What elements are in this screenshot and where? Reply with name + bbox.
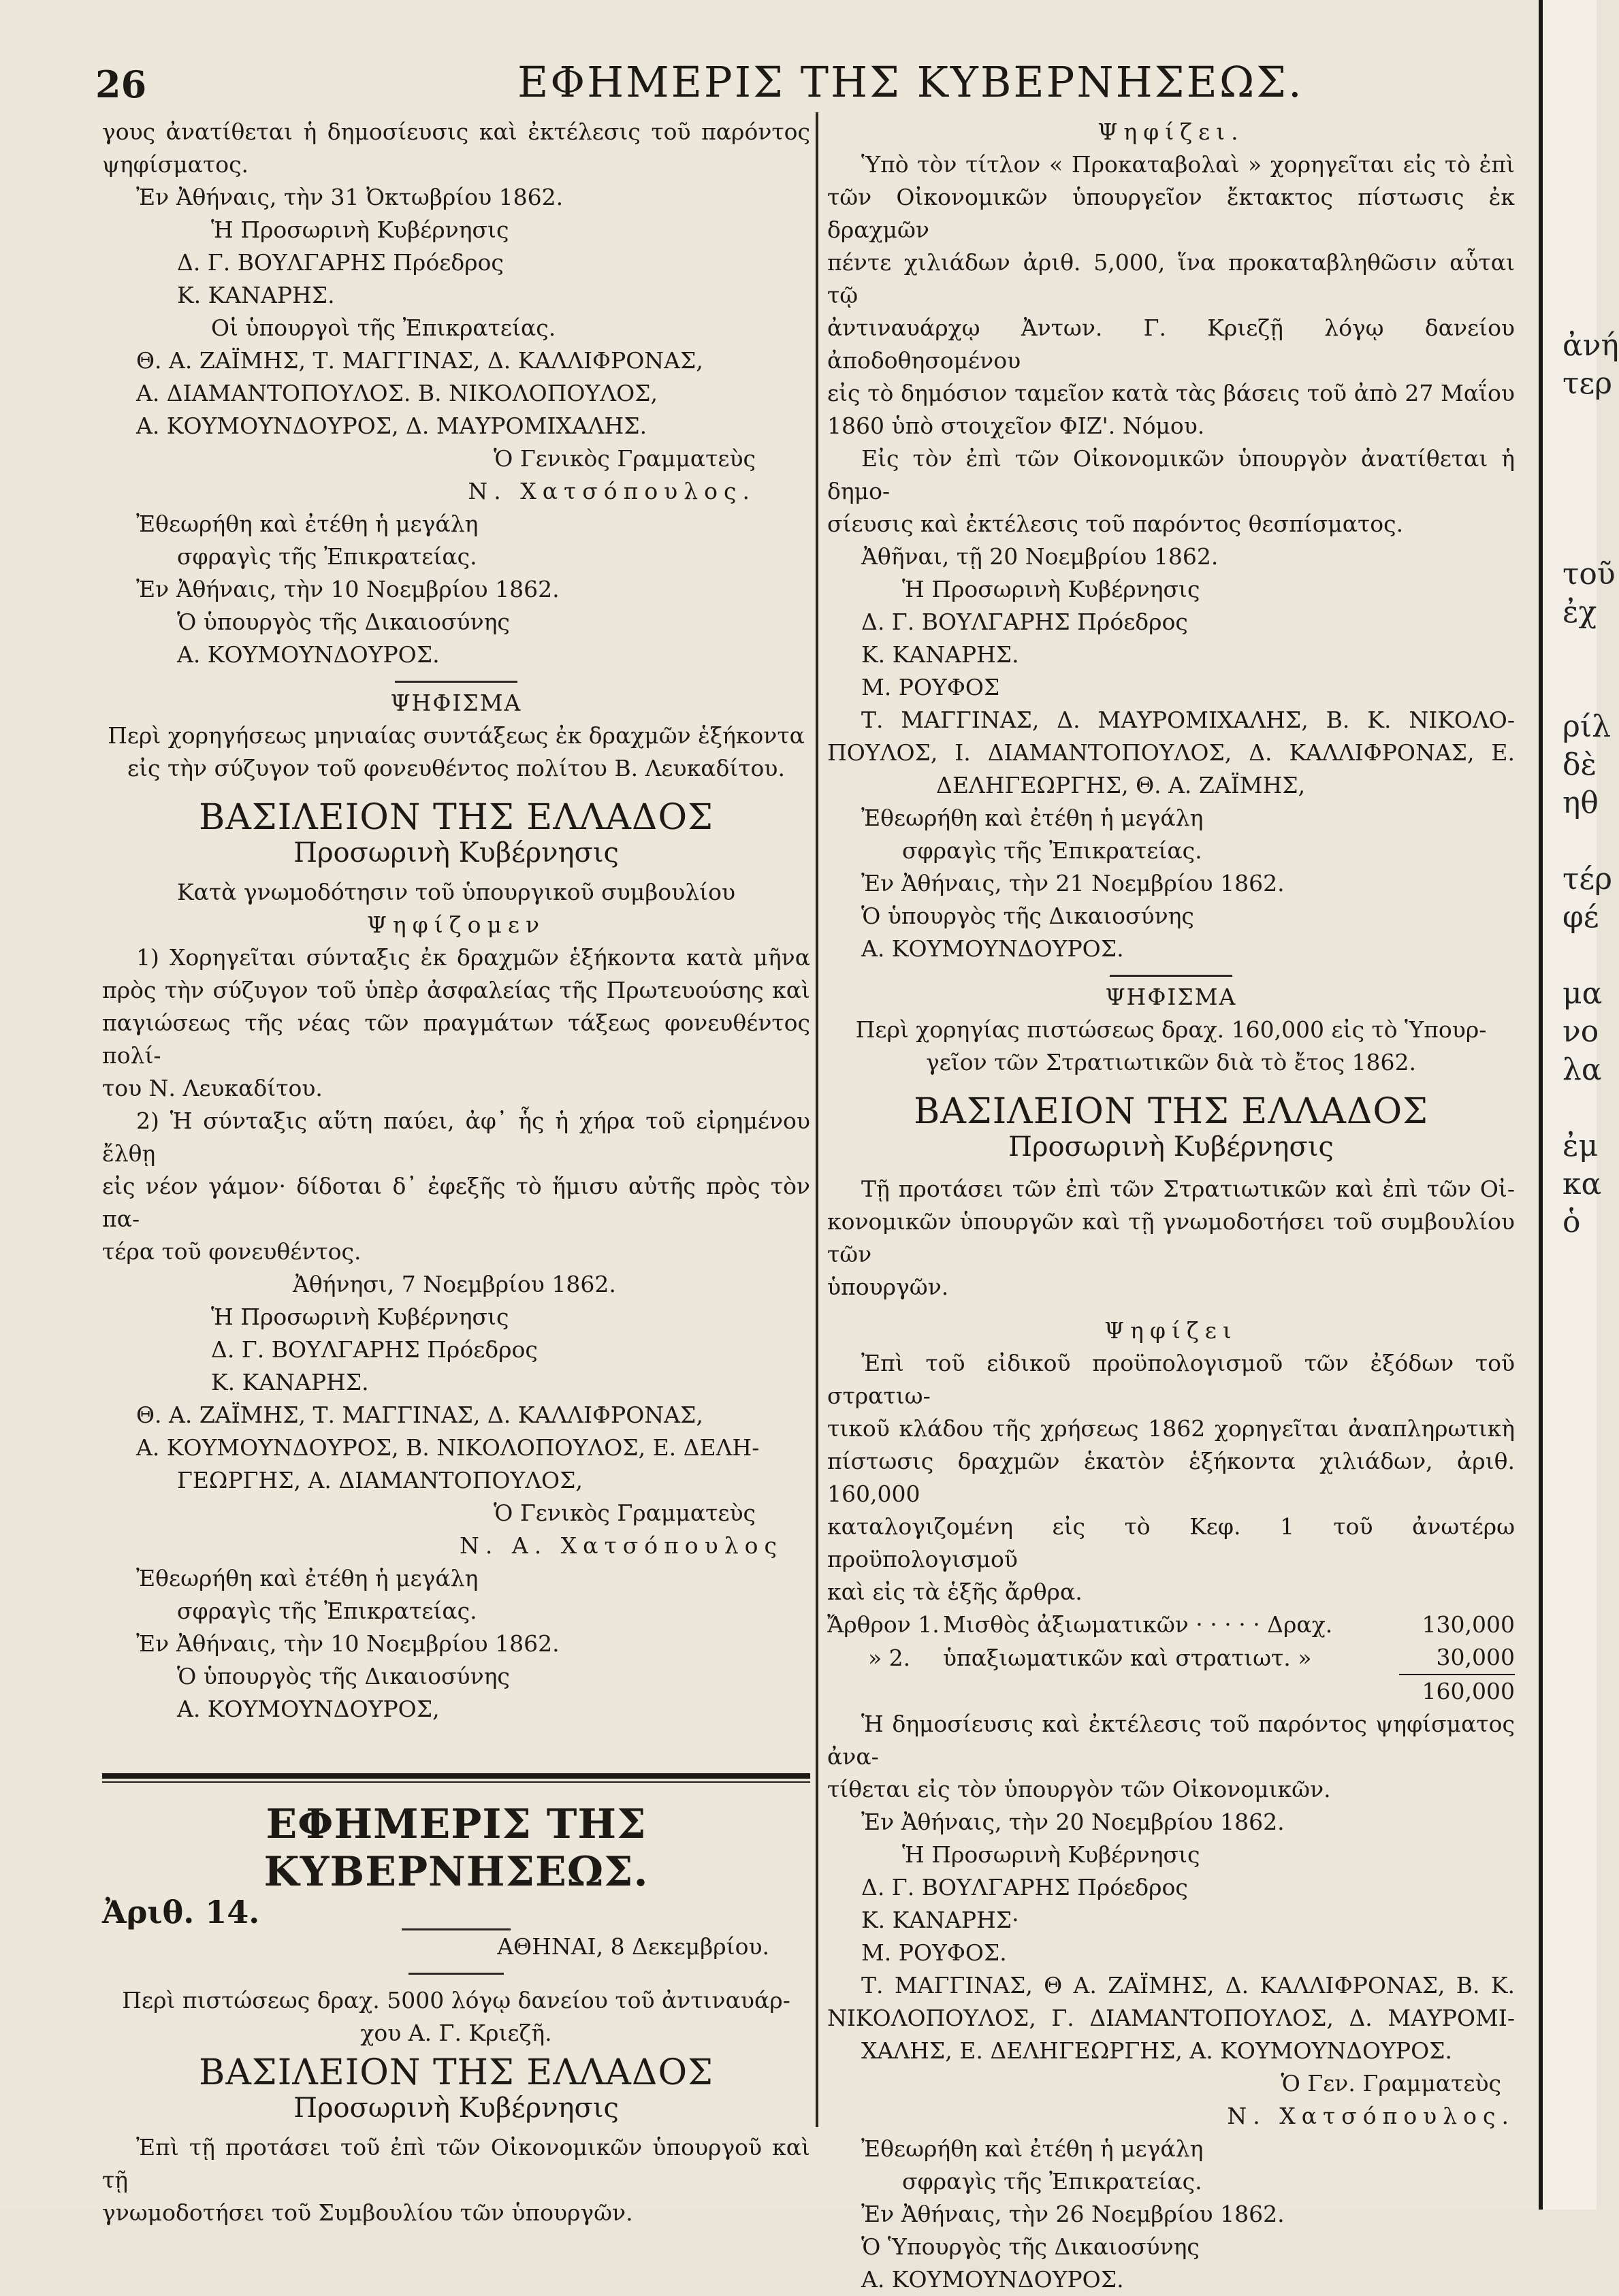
section-rule: [395, 681, 517, 683]
signatory: Μ. ΡΟΥΦΟΣ.: [861, 1939, 1007, 1966]
budget-total: 160,000: [1399, 1675, 1515, 1708]
section-summary: Περὶ χορηγίας πιστώσεως δραχ. 160,000 εἰς τὸ Ὑπουρ-: [855, 1016, 1487, 1043]
signatory: Δ. Γ. ΒΟΥΛΓΑΡΗΣ Πρόεδρος: [861, 1874, 1188, 1901]
body-line: 1860 ὑπὸ στοιχεῖον ΦΙΖ'. Νόμου.: [827, 413, 1205, 439]
page-header: [95, 41, 1498, 109]
edge-fragment: φέ: [1562, 900, 1599, 935]
article-line: παγιώσεως τῆς νέας τῶν πραγμάτων τάξεως φονευθέντος πολί-: [102, 1009, 810, 1069]
signatory: Α. ΚΟΥΜΟΥΝΔΟΥΡΟΣ.: [861, 935, 1124, 962]
edge-fragment: τερ: [1562, 366, 1613, 401]
article-line: εἰς νέον γάμον· δίδοται δ᾽ ἐφεξῆς τὸ ἥμισυ αὐτῆς πρὸς τὸν πα-: [102, 1173, 810, 1232]
signatory: Α. ΚΟΥΜΟΥΝΔΟΥΡΟΣ.: [177, 641, 440, 668]
table-row: [827, 1641, 1515, 1675]
body-line: τίθεται εἰς τὸν ὑπουργὸν τῶν Οἰκονομικῶν.: [827, 1776, 1331, 1802]
signatory: Δ. Γ. ΒΟΥΛΓΑΡΗΣ Πρόεδρος: [177, 249, 504, 276]
signatory: ΔΕΛΗΓΕΩΡΓΗΣ, Θ. Α. ΖΑΪΜΗΣ,: [936, 772, 1306, 798]
article-line: 2) Ἡ σύνταξις αὕτη παύει, ἀφ᾽ ἧς ἡ χήρα τοῦ εἰρημένου ἔλθῃ: [102, 1107, 810, 1167]
section-summary: Περὶ χορηγήσεως μηνιαίας συντάξεως ἐκ δραχμῶν ἑξήκοντα: [108, 722, 805, 749]
body-line: ἀντιναυάρχῳ Ἀντων. Γ. Κριεζῇ λόγῳ δανείου ἀποδοθησομένου: [827, 314, 1515, 374]
date-line: Ἐν Ἀθήναις, τὴν 10 Νοεμβρίου 1862.: [136, 1630, 560, 1657]
right-column: [827, 116, 1515, 2296]
general-secretary-label: Ὁ Γεν. Γραμματεὺς: [1281, 2070, 1501, 2097]
body-line: Ὑπὸ τὸν τίτλον « Προκαταβολαὶ » χορηγεῖται εἰς τὸ ἐπὶ: [861, 151, 1515, 178]
date-line: Ἐν Ἀθήναις, τὴν 20 Νοεμβρίου 1862.: [861, 1809, 1285, 1835]
body-line: πέντε χιλιάδων ἀριθ. 5,000, ἵνα προκαταβληθῶσιν αὗται τῷ: [827, 249, 1515, 308]
date-line: Ἀθῆναι, τῇ 20 Νοεμβρίου 1862.: [861, 543, 1219, 570]
general-secretary-name: Ν. Χατσόπουλος.: [468, 478, 756, 504]
edge-fragment: μα: [1562, 976, 1603, 1011]
issue-line: [102, 1896, 810, 1928]
signatory: Κ. ΚΑΝΑΡΗΣ·: [861, 1907, 1019, 1933]
government-line: Ἡ Προσωρινὴ Κυβέρνησις: [211, 1304, 509, 1330]
article-amount: 130,000: [1422, 1611, 1515, 1638]
body-line: Ἡ δημοσίευσις καὶ ἐκτέλεσις τοῦ παρόντος ψηφίσματος ἀνα-: [827, 1711, 1515, 1770]
body-line: Ἐπὶ τοῦ εἰδικοῦ προϋπολογισμοῦ τῶν ἐξόδων τοῦ στρατιω-: [827, 1350, 1515, 1409]
general-secretary-label: Ὁ Γενικὸς Γραμματεὺς: [494, 1500, 756, 1526]
body-line: Εἰς τὸν ἐπὶ τῶν Οἰκονομικῶν ὑπουργὸν ἀνατίθεται ἡ δημο-: [827, 445, 1515, 504]
seal-line: σφραγὶς τῆς Ἐπικρατείας.: [902, 837, 1202, 864]
article-line: πρὸς τὴν σύζυγον τοῦ ὑπὲρ ἀσφαλείας τῆς Πρωτευούσης καὶ: [102, 977, 810, 1003]
minister-label: Ὁ Ὑπουργὸς τῆς Δικαιοσύνης: [861, 2233, 1200, 2260]
government-line: Ἡ Προσωρινὴ Κυβέρνησις: [211, 216, 509, 243]
general-secretary-name: Ν. Χατσόπουλος.: [1227, 2103, 1515, 2129]
vote-heading: Ψηφίζει.: [1097, 118, 1245, 145]
adjacent-page-fragments: [1562, 327, 1619, 1242]
proposal-line: ὑπουργῶν.: [827, 1274, 949, 1300]
government-line: Ἡ Προσωρινὴ Κυβέρνησις: [902, 1841, 1200, 1868]
body-line: σίευσις καὶ ἐκτέλεσις τοῦ παρόντος θεσπίσματος.: [827, 511, 1404, 537]
edge-fragment: ρίλ: [1562, 709, 1612, 744]
body-line: τικοῦ κλάδου τῆς χρήσεως 1862 χορηγεῖται ἀναπληρωτικὴ: [827, 1415, 1515, 1442]
edge-fragment: ὁ: [1562, 1205, 1581, 1240]
government-heading: Προσωρινὴ Κυβέρνησις: [1008, 1131, 1334, 1163]
general-secretary-label: Ὁ Γενικὸς Γραμματεὺς: [494, 445, 756, 472]
signatory: Τ. ΜΑΓΓΙΝΑΣ, Δ. ΜΑΥΡΟΜΙΧΑΛΗΣ, Β. Κ. ΝΙΚΟΛΟ-: [861, 707, 1515, 733]
date-line: Ἐν Ἀθήναις, τὴν 10 Νοεμβρίου 1862.: [136, 576, 560, 602]
edge-fragment: νο: [1562, 1014, 1599, 1049]
budget-table: [827, 1608, 1515, 1708]
seal-line: Ἐθεωρήθη καὶ ἐτέθη ἡ μεγάλη: [861, 805, 1204, 831]
minister-label: Ὁ ὑπουργὸς τῆς Δικαιοσύνης: [177, 609, 510, 635]
left-column: [102, 116, 810, 2229]
edge-fragment: ἐχ: [1562, 595, 1597, 630]
edge-fragment: [1562, 632, 1597, 670]
section-rule: [1110, 975, 1232, 977]
signatory: Κ. ΚΑΝΑΡΗΣ.: [211, 1369, 369, 1395]
edge-fragment: [1562, 670, 1597, 708]
government-heading: Προσωρινὴ Κυβέρνησις: [293, 837, 619, 869]
section-title: ΨΗΦΙΣΜΑ: [390, 690, 522, 716]
section-summary: εἰς τὴν σύζυγον τοῦ φονευθέντος πολίτου Β. Λευκαδίτου.: [127, 755, 785, 781]
seal-line: Ἐθεωρήθη καὶ ἐτέθη ἡ μεγάλη: [861, 2135, 1204, 2162]
signatory: Α. ΚΟΥΜΟΥΝΔΟΥΡΟΣ, Β. ΝΙΚΟΛΟΠΟΥΛΟΣ, Ε. ΔΕΛΗ-: [136, 1434, 760, 1461]
signatory: Α. ΚΟΥΜΟΥΝΔΟΥΡΟΣ.: [861, 2266, 1124, 2293]
proposal-line: γνωμοδοτήσει τοῦ Συμβουλίου τῶν ὑπουργῶν.: [102, 2199, 633, 2226]
signatory: Δ. Γ. ΒΟΥΛΓΑΡΗΣ Πρόεδρος: [211, 1336, 538, 1363]
edge-fragment: [1562, 937, 1597, 975]
article-desc: ὑπαξιωματικῶν καὶ στρατιωτ. »: [943, 1645, 1312, 1671]
article-line: τέρα τοῦ φονευθέντος.: [102, 1238, 362, 1265]
kingdom-heading: ΒΑΣΙΛΕΙΟΝ ΤΗΣ ΕΛΛΑΔΟΣ: [199, 797, 714, 838]
section-summary: Περὶ πιστώσεως δραχ. 5000 λόγῳ δανείου τοῦ ἀντιναυάρ-: [122, 1987, 790, 2014]
text-line: γους ἀνατίθεται ἡ δημοσίευσις καὶ ἐκτέλεσις τοῦ παρόντος: [102, 118, 810, 145]
signatory: Κ. ΚΑΝΑΡΗΣ.: [861, 641, 1019, 668]
article-desc: Μισθὸς ἀξιωματικῶν · · · · · Δραχ.: [943, 1611, 1333, 1638]
table-row: [827, 1675, 1515, 1708]
edge-fragment: ἐμ: [1562, 1129, 1599, 1163]
proposal-line: Ἐπὶ τῇ προτάσει τοῦ ἐπὶ τῶν Οἰκονομικῶν ὑπουργοῦ καὶ τῇ: [102, 2134, 810, 2193]
date-line: Ἐν Ἀθήναις, τὴν 26 Νοεμβρίου 1862.: [861, 2201, 1285, 2227]
advice-line: Κατὰ γνωμοδότησιν τοῦ ὑπουργικοῦ συμβουλίου: [176, 879, 736, 905]
article-amount: 30,000: [1436, 1644, 1515, 1670]
issue-separator: [102, 1773, 810, 1779]
edge-fragment: [1562, 822, 1597, 860]
edge-fragment: τέρ: [1562, 862, 1613, 896]
signatory: ΠΟΥΛΟΣ, Ι. ΔΙΑΜΑΝΤΟΠΟΥΛΟΣ, Δ. ΚΑΛΛΙΦΡΟΝΑΣ, Ε.: [827, 739, 1515, 766]
body-line: καταλογιζομένη εἰς τὸ Κεφ. 1 τοῦ ἀνωτέρω προϋπολογισμοῦ: [827, 1513, 1515, 1572]
edge-fragment: ηθ: [1562, 786, 1599, 820]
edge-fragment: [1562, 517, 1597, 555]
minister-label: Ὁ ὑπουργὸς τῆς Δικαιοσύνης: [861, 903, 1194, 929]
signatory: Δ. Γ. ΒΟΥΛΓΑΡΗΣ Πρόεδρος: [861, 609, 1188, 635]
proposal-line: Τῇ προτάσει τῶν ἐπὶ τῶν Στρατιωτικῶν καὶ ἐπὶ τῶν Οἰ-: [861, 1176, 1515, 1202]
signatory: Μ. ΡΟΥΦΟΣ: [861, 674, 1000, 700]
seal-line: Ἐθεωρήθη καὶ ἐτέθη ἡ μεγάλη: [136, 511, 479, 537]
vote-heading: Ψηφίζει: [1104, 1317, 1238, 1344]
minister-label: Ὁ ὑπουργὸς τῆς Δικαιοσύνης: [177, 1663, 510, 1689]
edge-fragment: ἀνή: [1562, 328, 1619, 363]
edge-fragment: τοῦ: [1562, 557, 1616, 592]
section-summary: χου Α. Γ. Κριεζῆ.: [360, 2020, 552, 2046]
ministers-label: Οἱ ὑπουργοὶ τῆς Ἐπικρατείας.: [211, 314, 556, 341]
page-number: 26: [95, 63, 147, 106]
government-heading: Προσωρινὴ Κυβέρνησις: [293, 2092, 619, 2124]
masthead: ΕΦΗΜΕΡΙΣ ΤΗΣ ΚΥΒΕΡΝΗΣΕΩΣ.: [517, 57, 1304, 107]
article-label: » 2.: [868, 1645, 911, 1671]
date-line: Ἀθήνησι, 7 Νοεμβρίου 1862.: [293, 1271, 616, 1297]
vote-heading: Ψηφίζομεν: [366, 911, 546, 938]
article-label: Ἄρθρον 1.: [827, 1611, 940, 1638]
column-divider: [816, 112, 818, 2127]
government-line: Ἡ Προσωρινὴ Κυβέρνησις: [902, 576, 1200, 602]
issue-separator-thin: [102, 1781, 810, 1783]
signatory: ΓΕΩΡΓΗΣ, Α. ΔΙΑΜΑΝΤΟΠΟΥΛΟΣ,: [177, 1467, 583, 1493]
edge-fragment: δὲ: [1562, 747, 1597, 782]
proposal-line: κονομικῶν ὑπουργῶν καὶ τῇ γνωμοδοτήσει τοῦ συμβουλίου τῶν: [827, 1208, 1515, 1267]
body-line: καὶ εἰς τὰ ἑξῆς ἄρθρα.: [827, 1579, 1083, 1605]
signatory: Θ. Α. ΖΑΪΜΗΣ, Τ. ΜΑΓΓΙΝΑΣ, Δ. ΚΑΛΛΙΦΡΟΝΑΣ,: [136, 347, 703, 374]
body-line: πίστωσις δραχμῶν ἑκατὸν ἑξήκοντα χιλιάδων, ἀριθ. 160,000: [827, 1448, 1515, 1507]
signatory: ΝΙΚΟΛΟΠΟΥΛΟΣ, Γ. ΔΙΑΜΑΝΤΟΠΟΥΛΟΣ, Δ. ΜΑΥΡΟΜΙ-: [827, 2005, 1515, 2031]
kingdom-heading: ΒΑΣΙΛΕΙΟΝ ΤΗΣ ΕΛΛΑΔΟΣ: [914, 1091, 1428, 1132]
seal-line: σφραγὶς τῆς Ἐπικρατείας.: [177, 543, 477, 570]
signatory: Α. ΚΟΥΜΟΥΝΔΟΥΡΟΣ,: [177, 1696, 440, 1722]
seal-line: Ἐθεωρήθη καὶ ἐτέθη ἡ μεγάλη: [136, 1565, 479, 1591]
seal-line: σφραγὶς τῆς Ἐπικρατείας.: [177, 1598, 477, 1624]
kingdom-heading: ΒΑΣΙΛΕΙΟΝ ΤΗΣ ΕΛΛΑΔΟΣ: [199, 2052, 714, 2093]
signatory: Κ. ΚΑΝΑΡΗΣ.: [177, 282, 335, 308]
text-line: ψηφίσματος.: [102, 151, 249, 178]
signatory: Α. ΚΟΥΜΟΥΝΔΟΥΡΟΣ, Δ. ΜΑΥΡΟΜΙΧΑΛΗΣ.: [136, 413, 647, 439]
edge-fragment: [1562, 479, 1597, 517]
signatory: ΧΑΛΗΣ, Ε. ΔΕΛΗΓΕΩΡΓΗΣ, Α. ΚΟΥΜΟΥΝΔΟΥΡΟΣ.: [861, 2037, 1452, 2064]
edge-fragment: κα: [1562, 1167, 1602, 1201]
edge-fragment: λα: [1562, 1052, 1602, 1087]
article-line: του Ν. Λευκαδίτου.: [102, 1075, 323, 1101]
date-line: Ἐν Ἀθήναις, τὴν 21 Νοεμβρίου 1862.: [861, 870, 1285, 896]
issue-masthead: ΕΦΗΜΕΡΙΣ ΤΗΣ ΚΥΒΕΡΝΗΣΕΩΣ.: [263, 1800, 649, 1896]
table-row: [827, 1608, 1515, 1641]
seal-line: σφραγὶς τῆς Ἐπικρατείας.: [902, 2168, 1202, 2195]
issue-place-date: ΑΘΗΝΑΙ, 8 Δεκεμβρίου.: [497, 1933, 769, 1960]
signatory: Τ. ΜΑΓΓΙΝΑΣ, Θ Α. ΖΑΪΜΗΣ, Δ. ΚΑΛΛΙΦΡΟΝΑΣ, Β. Κ.: [861, 1972, 1515, 1999]
edge-fragment: [1562, 1089, 1597, 1127]
general-secretary-name: Ν. Α. Χατσόπουλος: [460, 1532, 783, 1559]
article-line: 1) Χορηγεῖται σύνταξις ἐκ δραχμῶν ἑξήκοντα κατὰ μῆνα: [136, 944, 810, 971]
edge-fragment: [1562, 441, 1597, 479]
signatory: Θ. Α. ΖΑΪΜΗΣ, Τ. ΜΑΓΓΙΝΑΣ, Δ. ΚΑΛΛΙΦΡΟΝΑΣ,: [136, 1402, 703, 1428]
body-line: εἰς τὸ δημόσιον ταμεῖον κατὰ τὰς βάσεις τοῦ ἀπὸ 27 Μαΐου: [827, 380, 1515, 406]
section-summary: γεῖον τῶν Στρατιωτικῶν διὰ τὸ ἔτος 1862.: [925, 1049, 1417, 1076]
section-rule: [408, 1973, 504, 1975]
body-line: τῶν Οἰκονομικῶν ὑπουργεῖον ἔκτακτος πίστωσις ἐκ δραχμῶν: [827, 184, 1515, 243]
issue-number: Ἀριθ. 14.: [102, 1894, 260, 1930]
signatory: Α. ΔΙΑΜΑΝΤΟΠΟΥΛΟΣ. Β. ΝΙΚΟΛΟΠΟΥΛΟΣ,: [136, 380, 658, 406]
section-title: ΨΗΦΙΣΜΑ: [1105, 984, 1237, 1010]
date-line: Ἐν Ἀθήναις, τὴν 31 Ὀκτωβρίου 1862.: [136, 184, 564, 210]
edge-fragment: [1562, 403, 1597, 441]
